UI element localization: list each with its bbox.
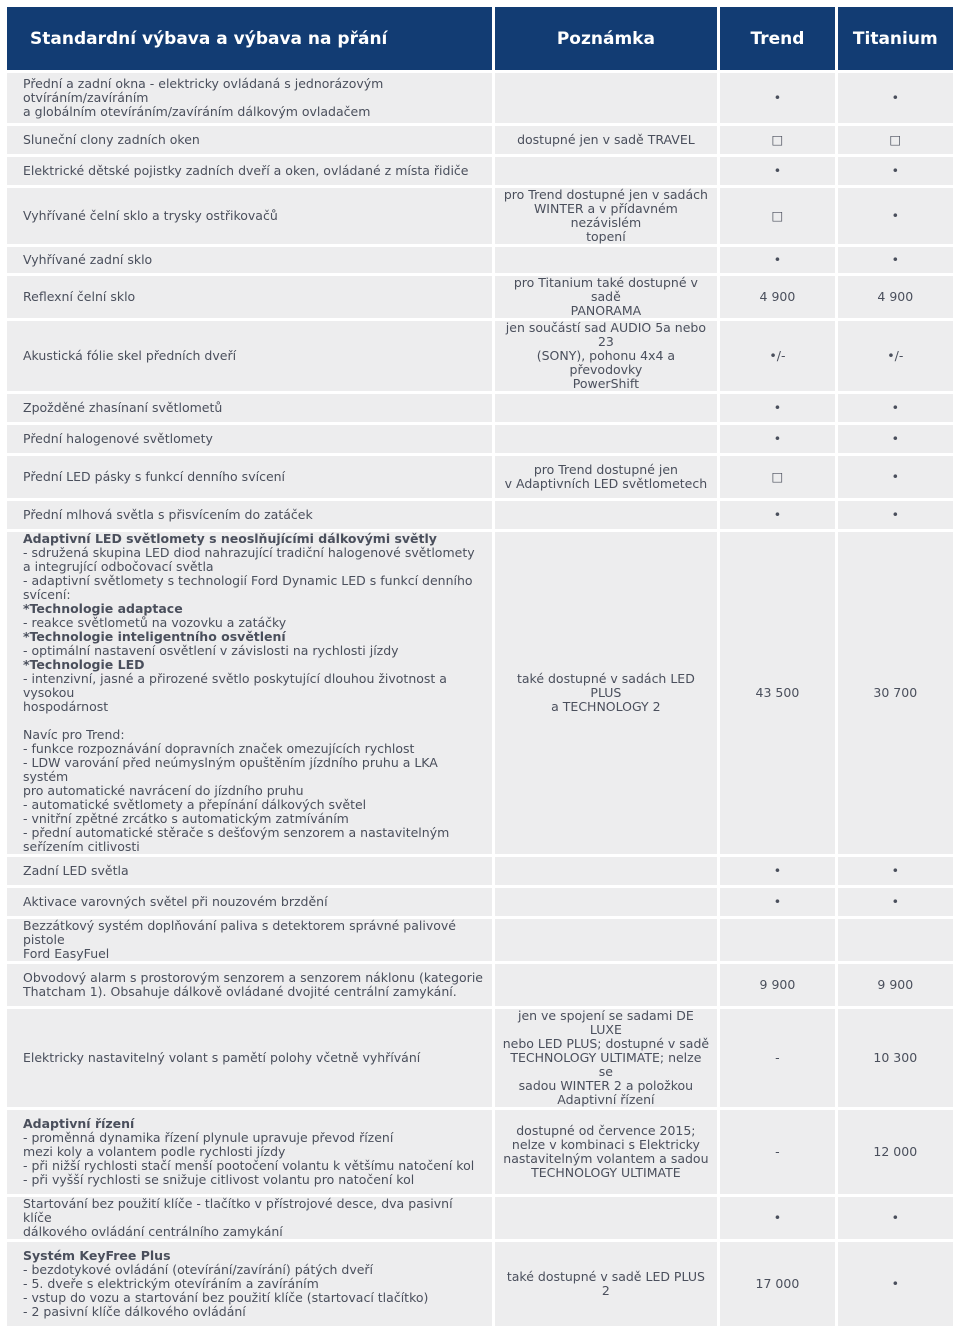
table-row xyxy=(7,1110,953,1194)
equipment-line: Sluneční clony zadních oken xyxy=(23,132,200,147)
equipment-line: - automatické světlomety a přepínání dálkových světel xyxy=(23,797,367,812)
note-line: také dostupné v sadě LED PLUS 2 xyxy=(506,1269,705,1298)
note-line: TECHNOLOGY ULTIMATE xyxy=(531,1165,681,1180)
equipment-line: Přední LED pásky s funkcí denního svícení xyxy=(23,469,286,484)
table-row xyxy=(7,247,953,273)
note-cell xyxy=(495,888,718,916)
table-row xyxy=(7,126,953,154)
table-header-row xyxy=(7,7,953,70)
equipment-line: - intenzivní, jasné a přirozené světlo poskytující dlouhou životnost a vysokou xyxy=(23,671,447,700)
titanium-cell: • xyxy=(838,1242,953,1326)
table-row xyxy=(7,1009,953,1107)
equipment-heading: Systém KeyFree Plus xyxy=(23,1248,171,1263)
equipment-cell xyxy=(7,321,492,391)
equipment-line: Přední a zadní okna - elektricky ovládaná s jednorázovým otvíráním/zavíráním xyxy=(23,76,384,105)
equipment-line: Elektrické dětské pojistky zadních dveří a oken, ovládané z místa řidiče xyxy=(23,163,469,178)
equipment-line: a globálním otevíráním/zavíráním dálkovým ovladačem xyxy=(23,104,371,119)
note-line: a TECHNOLOGY 2 xyxy=(551,699,661,714)
note-line: pro Trend dostupné jen xyxy=(533,462,678,477)
equipment-cell xyxy=(7,126,492,154)
equipment-cell xyxy=(7,1197,492,1239)
titanium-cell: • xyxy=(838,888,953,916)
equipment-cell xyxy=(7,456,492,498)
trend-cell: 17 000 xyxy=(720,1242,834,1326)
note-cell xyxy=(495,394,718,422)
equipment-line: - 5. dveře s elektrickým otevíráním a zavíráním xyxy=(23,1276,319,1291)
equipment-line: pro automatické navrácení do jízdního pruhu xyxy=(23,783,304,798)
note-cell xyxy=(495,247,718,273)
equipment-line: Bezzátkový systém doplňování paliva s detektorem správné palivové pistole xyxy=(23,918,456,947)
note-cell xyxy=(495,157,718,185)
table-row xyxy=(7,456,953,498)
trend-cell: • xyxy=(720,157,834,185)
equipment-cell xyxy=(7,501,492,529)
note-cell xyxy=(495,501,718,529)
equipment-line: - při vyšší rychlosti se snižuje citlivost volantu pro natočení kol xyxy=(23,1172,415,1187)
trend-cell: • xyxy=(720,888,834,916)
note-cell xyxy=(495,73,718,123)
table-row xyxy=(7,73,953,123)
equipment-cell xyxy=(7,188,492,244)
note-line: topení xyxy=(586,229,626,244)
equipment-line: Přední halogenové světlomety xyxy=(23,431,213,446)
table-row xyxy=(7,321,953,391)
note-line: nebo LED PLUS; dostupné v sadě xyxy=(502,1036,710,1051)
note-line: WINTER a v přídavném nezávislém xyxy=(533,201,678,230)
note-line: PowerShift xyxy=(572,376,639,391)
titanium-cell: •/- xyxy=(838,321,953,391)
note-line: TECHNOLOGY ULTIMATE; nelze se xyxy=(510,1050,702,1079)
note-cell xyxy=(495,532,718,854)
equipment-subheading: *Technologie inteligentního osvětlení xyxy=(23,629,286,644)
equipment-line: Ford EasyFuel xyxy=(23,946,110,961)
equipment-line: mezi koly a volantem podle rychlosti jízdy xyxy=(23,1144,286,1159)
equipment-cell xyxy=(7,1110,492,1194)
trend-cell: 43 500 xyxy=(720,532,834,854)
equipment-line: - vnitřní zpětné zrcátko s automatickým zatmíváním xyxy=(23,811,349,826)
note-cell xyxy=(495,857,718,885)
table-row xyxy=(7,501,953,529)
trend-cell: • xyxy=(720,73,834,123)
equipment-line: - sdružená skupina LED diod nahrazující tradiční halogenové světlomety xyxy=(23,545,475,560)
titanium-cell: • xyxy=(838,247,953,273)
note-line: sadou WINTER 2 a položkou xyxy=(518,1078,694,1093)
equipment-line: - optimální nastavení osvětlení v závislosti na rychlosti jízdy xyxy=(23,643,399,658)
equipment-cell xyxy=(7,157,492,185)
trend-cell: - xyxy=(720,1009,834,1107)
note-cell xyxy=(495,1009,718,1107)
titanium-cell xyxy=(838,919,953,961)
equipment-line: seřízením citlivosti xyxy=(23,839,140,854)
equipment-cell xyxy=(7,964,492,1006)
note-cell xyxy=(495,919,718,961)
trend-cell: • xyxy=(720,247,834,273)
note-line: pro Titanium také dostupné v sadě xyxy=(513,275,698,304)
equipment-heading: Adaptivní řízení xyxy=(23,1116,135,1131)
equipment-cell xyxy=(7,1009,492,1107)
trend-cell: • xyxy=(720,394,834,422)
equipment-line: - proměnná dynamika řízení plynule upravuje převod řízení xyxy=(23,1130,394,1145)
equipment-line: svícení: xyxy=(23,587,71,602)
equipment-line: - vstup do vozu a startování bez použití klíče (startovací tlačítko) xyxy=(23,1290,429,1305)
titanium-cell: □ xyxy=(838,126,953,154)
equipment-cell xyxy=(7,919,492,961)
titanium-cell: 10 300 xyxy=(838,1009,953,1107)
note-cell xyxy=(495,126,718,154)
equipment-line: Reflexní čelní sklo xyxy=(23,289,136,304)
table-row xyxy=(7,157,953,185)
note-cell xyxy=(495,188,718,244)
titanium-cell: 4 900 xyxy=(838,276,953,318)
titanium-cell: • xyxy=(838,188,953,244)
equipment-line: Aktivace varovných světel při nouzovém brzdění xyxy=(23,894,328,909)
table-row xyxy=(7,857,953,885)
note-cell xyxy=(495,1197,718,1239)
note-line: PANORAMA xyxy=(570,303,642,318)
note-cell xyxy=(495,1110,718,1194)
equipment-line: - při nižší rychlosti stačí menší pootočení volantu k většímu natočení kol xyxy=(23,1158,475,1173)
titanium-cell: • xyxy=(838,1197,953,1239)
header-equipment: Standardní výbava a výbava na přání xyxy=(7,7,492,70)
note-line: Adaptivní řízení xyxy=(557,1092,655,1107)
equipment-line: Přední mlhová světla s přisvícením do zatáček xyxy=(23,507,313,522)
titanium-cell: • xyxy=(838,857,953,885)
trend-cell: • xyxy=(720,501,834,529)
equipment-line: - LDW varování před neúmyslným opuštěním jízdního pruhu a LKA systém xyxy=(23,755,438,784)
equipment-line: - bezdotykové ovládání (otevírání/zavírání) pátých dveří xyxy=(23,1262,374,1277)
header-titanium: Titanium xyxy=(838,7,953,70)
equipment-cell xyxy=(7,247,492,273)
equipment-line: hospodárnost xyxy=(23,699,109,714)
equipment-line: Akustická fólie skel předních dveří xyxy=(23,348,237,363)
equipment-cell xyxy=(7,888,492,916)
table-row xyxy=(7,532,953,854)
equipment-line: Zpožděné zhasínaní světlometů xyxy=(23,400,223,415)
equipment-cell xyxy=(7,425,492,453)
equipment-subheading: *Technologie LED xyxy=(23,657,145,672)
equipment-heading: Adaptivní LED světlomety s neoslňujícími dálkovými světly xyxy=(23,531,437,546)
table-row xyxy=(7,964,953,1006)
equipment-cell xyxy=(7,276,492,318)
note-cell xyxy=(495,964,718,1006)
note-cell xyxy=(495,321,718,391)
table-row xyxy=(7,888,953,916)
equipment-cell xyxy=(7,73,492,123)
note-cell xyxy=(495,276,718,318)
note-line: v Adaptivních LED světlometech xyxy=(504,476,708,491)
note-line: nelze v kombinaci s Elektricky xyxy=(511,1137,700,1152)
table-row xyxy=(7,1197,953,1239)
equipment-line: - funkce rozpoznávání dopravních značek omezujících rychlost xyxy=(23,741,415,756)
note-line: jen ve spojení se sadami DE LUXE xyxy=(517,1008,694,1037)
note-cell xyxy=(495,1242,718,1326)
equipment-line: Navíc pro Trend: xyxy=(23,727,125,742)
equipment-line: Vyhřívané zadní sklo xyxy=(23,252,153,267)
equipment-cell xyxy=(7,857,492,885)
table-row xyxy=(7,1242,953,1326)
equipment-line: Thatcham 1). Obsahuje dálkově ovládané dvojité centrální zamykání. xyxy=(23,984,457,999)
trend-cell: □ xyxy=(720,126,834,154)
equipment-line: dálkového ovládání centrálního zamykání xyxy=(23,1224,283,1239)
trend-cell: • xyxy=(720,425,834,453)
equipment-line: - 2 pasivní klíče dálkového ovládání xyxy=(23,1304,246,1319)
note-line: jen součástí sad AUDIO 5a nebo 23 xyxy=(505,320,707,349)
equipment-line: - adaptivní světlomety s technologií Ford Dynamic LED s funkcí denního xyxy=(23,573,473,588)
table-row xyxy=(7,919,953,961)
equipment-line: Vyhřívané čelní sklo a trysky ostřikovačů xyxy=(23,208,278,223)
table-row xyxy=(7,188,953,244)
equipment-line: Elektricky nastavitelný volant s pamětí polohy včetně vyhřívání xyxy=(23,1050,421,1065)
trend-cell: □ xyxy=(720,456,834,498)
equipment-line: a integrující odbočovací světla xyxy=(23,559,214,574)
titanium-cell: • xyxy=(838,73,953,123)
trend-cell: □ xyxy=(720,188,834,244)
equipment-line: Startování bez použití klíče - tlačítko v přístrojové desce, dva pasivní klíče xyxy=(23,1196,453,1225)
titanium-cell: • xyxy=(838,456,953,498)
note-cell xyxy=(495,456,718,498)
trend-cell: - xyxy=(720,1110,834,1194)
equipment-line: Obvodový alarm s prostorovým senzorem a senzorem náklonu (kategorie xyxy=(23,970,483,985)
titanium-cell: • xyxy=(838,394,953,422)
trend-cell xyxy=(720,919,834,961)
note-line: také dostupné v sadách LED PLUS xyxy=(516,671,695,700)
table-row xyxy=(7,394,953,422)
trend-cell: •/- xyxy=(720,321,834,391)
trend-cell: • xyxy=(720,1197,834,1239)
titanium-cell: • xyxy=(838,425,953,453)
titanium-cell: • xyxy=(838,501,953,529)
titanium-cell: • xyxy=(838,157,953,185)
equipment-cell xyxy=(7,532,492,854)
equipment-line: - reakce světlometů na vozovku a zatáčky xyxy=(23,615,287,630)
spacer xyxy=(23,714,484,728)
trend-cell: 4 900 xyxy=(720,276,834,318)
note-line: dostupné jen v sadě TRAVEL xyxy=(517,132,695,147)
note-line: (SONY), pohonu 4x4 a převodovky xyxy=(536,348,676,377)
note-cell xyxy=(495,425,718,453)
equipment-cell xyxy=(7,1242,492,1326)
titanium-cell: 30 700 xyxy=(838,532,953,854)
titanium-cell: 12 000 xyxy=(838,1110,953,1194)
table-row xyxy=(7,425,953,453)
equipment-cell xyxy=(7,394,492,422)
header-trend: Trend xyxy=(720,7,834,70)
table-row xyxy=(7,276,953,318)
equipment-line: - přední automatické stěrače s dešťovým senzorem a nastavitelným xyxy=(23,825,450,840)
note-line: dostupné od července 2015; xyxy=(516,1123,696,1138)
titanium-cell: 9 900 xyxy=(838,964,953,1006)
trend-cell: • xyxy=(720,857,834,885)
equipment-table xyxy=(4,4,956,1329)
note-line: pro Trend dostupné jen v sadách xyxy=(503,187,708,202)
note-line: nastavitelným volantem a sadou xyxy=(503,1151,709,1166)
equipment-subheading: *Technologie adaptace xyxy=(23,601,183,616)
trend-cell: 9 900 xyxy=(720,964,834,1006)
header-note: Poznámka xyxy=(495,7,718,70)
equipment-line: Zadní LED světla xyxy=(23,863,129,878)
